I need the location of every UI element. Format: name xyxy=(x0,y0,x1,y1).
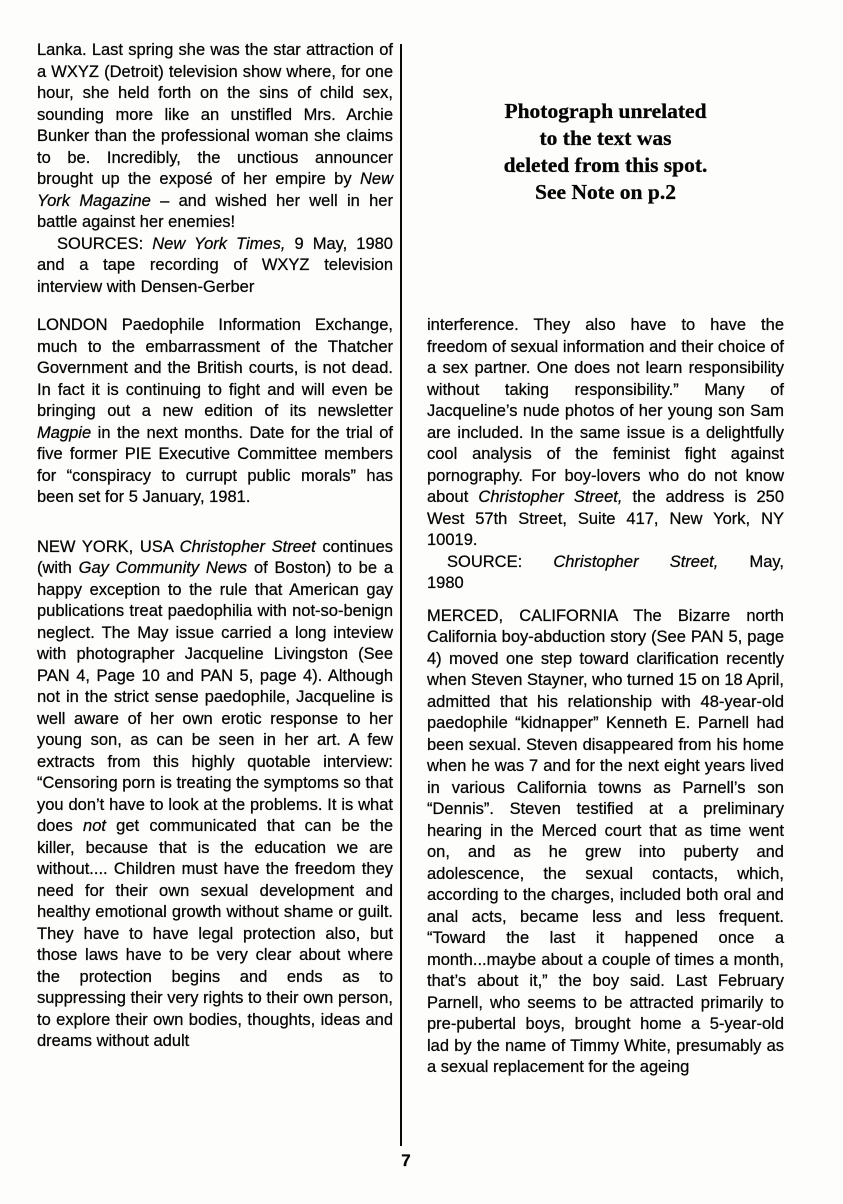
text-run: NEW YORK, USA xyxy=(37,537,180,556)
notice-line: to the text was xyxy=(539,126,672,150)
text-run: Lanka. Last spring she was the star attraction of a WXYZ (Detroit) television show where, for one hour, she held forth on the sins of child sex, sounding more like an unstifled Mrs. Archie Bunker than the professional woman she claims to be. Incredibly, the unctious announcer brought up the exposé of her empire by xyxy=(37,41,393,188)
notice-line: Photograph unrelated xyxy=(504,99,707,123)
italic-text: Christopher Street xyxy=(179,537,316,556)
text-run: 9 May, 1980 and a tape recording of WXYZ television interview with Densen-Gerber xyxy=(37,234,393,296)
text-run: SOURCE: xyxy=(447,552,554,571)
article xyxy=(37,537,393,1053)
paragraph xyxy=(37,315,393,509)
notice-line: See Note on p.2 xyxy=(535,180,676,204)
column-divider xyxy=(400,44,402,1146)
italic-text: New York Magazine xyxy=(37,170,393,210)
article xyxy=(427,606,784,1079)
italic-text: New York Times, xyxy=(152,234,286,253)
right-column-body xyxy=(427,315,784,1079)
paragraph-line xyxy=(427,552,784,574)
deleted-photo-notice xyxy=(427,98,784,206)
text-run: interference. They also have to have the freedom of sexual information and their choice of a sex partner. One does not learn responsibility without taking responsibility.” Many of Jacqueline’s nude photos of her young son Sam are included. In the same issue is a delightfully cool analysis of the feminist fight against pornography. For boy-lovers who do not know about xyxy=(427,316,784,506)
paragraph xyxy=(37,234,393,299)
page-number: 7 xyxy=(401,1151,411,1170)
text-run: MERCED, CALIFORNIA The Bizarre north California boy-abduction story (See PAN 5, page 4) moved one step toward clarification recently when Steven Stayner, who turned 15 on 18 April, admitted that his relationship with 48-year-old paedophile “kidnapper” Kenneth E. Parnell had been sexual. Steven disappeared from his home when he was 7 and for the next eight years lived in various California towns as Parnell’s son “Dennis”. Steven testified at a preliminary hearing in the Merced court that as time went on, and as he grew into puberty and adolescence, the sexual contacts, which, according to the charges, included both oral and anal acts, became less and less frequent. “Toward the last it happened once a month...maybe about a couple of times a month, that’s about it,” the boy said. Last February Parnell, who seems to be attracted primarily to pre-pubertal boys, brought home a 5-year-old lad by the name of Timmy White, presumably as a sexual replacement for the ageing xyxy=(427,606,784,1076)
paragraph xyxy=(37,40,393,234)
italic-text: Christopher Street, xyxy=(478,488,623,506)
notice-line: deleted from this spot. xyxy=(503,153,708,177)
article xyxy=(37,40,393,298)
paragraph xyxy=(427,606,784,1079)
article xyxy=(427,315,784,595)
article xyxy=(37,315,393,509)
paragraph xyxy=(37,537,393,1053)
italic-text: Gay Community News xyxy=(78,559,248,577)
text-run: of Boston) to be a happy exception to the rule that American gay publications treat paedophilia with not-so-benign neglect. The May issue carried a long inteview with photographer Jacqueline Livingston (See PAN 4, Page 10 and PAN 5, page 4). Although not in the strict sense paedophile, Jacqueline is well aware of her own erotic response to her young son, as can be seen in her art. A few extracts from this highly quotable interview: “Censoring porn is treating the symptoms so that you don’t have to look at the problems. It is what does xyxy=(37,559,393,835)
italic-text: Magpie xyxy=(37,423,92,442)
text-run: get communicated that can be the killer, because that is the education we are without.... Children must have the freedom they need for their own sexual development and healthy emotional growth without shame or guilt. They have to have legal protection also, but those laws have to be very clear about where the protection begins and ends as to suppressing their very rights to their own person, to explore their own bodies, thoughts, ideas and dreams without adult xyxy=(37,817,393,1050)
paragraph xyxy=(427,315,784,552)
text-run: SOURCES: xyxy=(57,234,153,253)
italic-text: not xyxy=(83,817,106,835)
text-run: – and wished her well in her battle against her enemies! xyxy=(37,191,393,231)
text-run: 1980 xyxy=(427,574,464,592)
text-run: the address is 250 West 57th Street, Suite 417, New York, NY 10019. xyxy=(427,488,785,549)
text-run: LONDON Paedophile Information Exchange, much to the embarrassment of the Thatcher Government and the British courts, is not dead. In fact it is continuing to fight and will even be bringing out a new edition of its newsletter xyxy=(37,316,393,420)
text-run: in the next months. Date for the trial of five former PIE Executive Committee members for “conspiracy to currupt public morals” has been set for 5 January, 1981. xyxy=(37,423,393,506)
left-column xyxy=(37,40,393,1053)
text-run: May, xyxy=(718,552,785,571)
right-column xyxy=(427,40,784,1079)
italic-text: Christopher Street, xyxy=(553,552,719,571)
text-run: continues (with xyxy=(37,537,394,577)
paragraph-line xyxy=(427,573,784,595)
paragraph xyxy=(427,552,784,595)
